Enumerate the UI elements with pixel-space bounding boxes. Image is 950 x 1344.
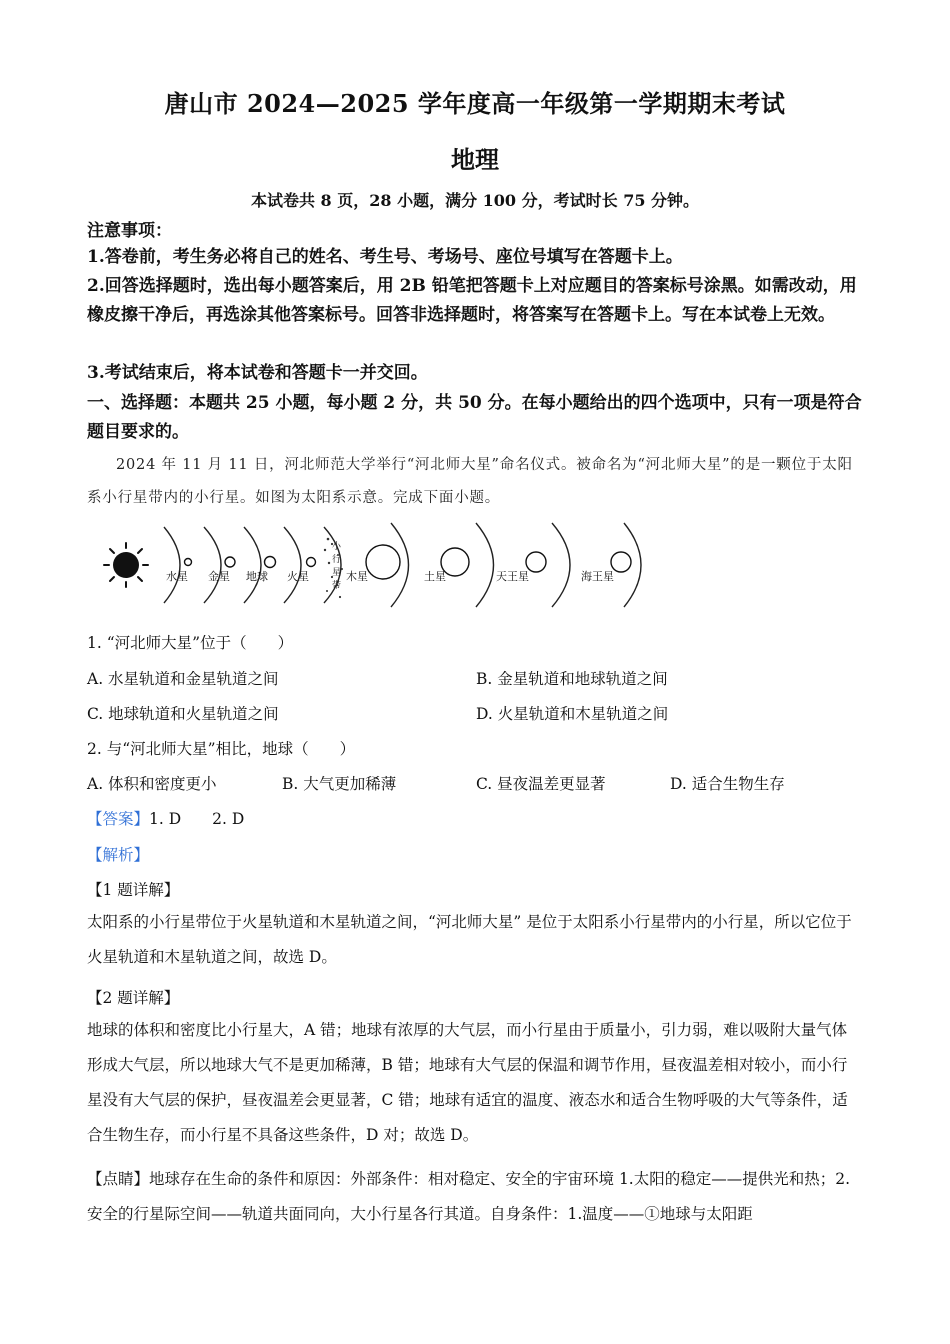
- q1-option-a: A. 水星轨道和金星轨道之间: [87, 670, 279, 688]
- notice-item-2: 2.回答选择题时，选出每小题答案后，用 2B 铅笔把答题卡上对应题目的答案标号涂黑。如需改动，用橡皮擦干净后，再选涂其他答案标号。回答非选择题时，将答案写在答题卡上。写在本试卷上无效。: [87, 276, 857, 325]
- answer-text: 1. D 2. D: [149, 810, 245, 828]
- planet-label-mercury: 水星: [166, 570, 188, 583]
- planet-label-mars: 火星: [287, 570, 309, 583]
- detail-1-text: 太阳系的小行星带位于火星轨道和木星轨道之间，“河北师大星” 是位于太阳系小行星带内的小行星，所以它位于火星轨道和木星轨道之间，故选 D。: [87, 913, 852, 966]
- answer-tag: 【答案】: [87, 810, 150, 828]
- venus-body: [225, 557, 235, 567]
- belt-label-1: 小: [332, 542, 342, 552]
- q2-option-c: C. 昼夜温差更显著: [476, 775, 606, 793]
- detail-2-title: 【2 题详解】: [87, 989, 180, 1007]
- notice-item-1: 1.答卷前，考生务必将自己的姓名、考生号、考场号、座位号填写在答题卡上。: [87, 247, 683, 267]
- q1-option-c: C. 地球轨道和火星轨道之间: [87, 705, 279, 723]
- point-text: 地球存在生命的条件和原因：外部条件：相对稳定、安全的宇宙环境 1.太阳的稳定——提供光和热；2.安全的行星际空间——轨道共面同向，大小行星各行其道。自身条件：1.温度——①地球与太阳距: [87, 1170, 851, 1223]
- exam-info: 本试卷共 8 页，28 小题，满分 100 分，考试时长 75 分钟。: [250, 191, 700, 210]
- exam-subject: 地理: [451, 145, 499, 174]
- q1-option-b: B. 金星轨道和地球轨道之间: [476, 670, 668, 688]
- q1-option-d: D. 火星轨道和木星轨道之间: [476, 705, 669, 723]
- belt-label-2: 行: [332, 555, 342, 565]
- solar-system-diagram: [96, 517, 656, 617]
- planet-label-earth: 地球: [246, 570, 268, 583]
- uranus-body: [526, 552, 546, 572]
- neptune-body: [611, 552, 631, 572]
- detail-2-text: 地球的体积和密度比小行星大，A 错；地球有浓厚的大气层，而小行星由于质量小，引力弱，难以吸附大量气体形成大气层，所以地球大气不是更加稀薄，B 错；地球有大气层的保温和调节作用，昼夜温差相对较小，而小行星没有大气层的保护，昼夜温差会更显著，C 错；地球有适宜的温度、液态水和适合生物呼吸的大气等条件，适合生物生存，而小行星不具备这些条件，D 对；故选 D。: [87, 1021, 848, 1144]
- exam-title: 唐山市 2024—2025 学年度高一年级第一学期期末考试: [164, 89, 786, 118]
- planet-label-uranus: 天王星: [496, 570, 529, 583]
- q2-option-d: D. 适合生物生存: [670, 775, 785, 793]
- material-intro: 2024 年 11 月 11 日，河北师范大学举行“河北师大星”命名仪式。被命名为“河北师大星”的是一颗位于太阳系小行星带内的小行星。如图为太阳系示意。完成下面小题。: [87, 457, 853, 506]
- notice-title: 注意事项：: [87, 221, 172, 241]
- answer-line: [87, 807, 244, 829]
- point-tag: 【点睛】: [87, 1170, 150, 1188]
- orbit-arcs: [164, 523, 641, 607]
- q1-stem: 1. “河北师大星”位于（ ）: [87, 634, 294, 652]
- q2-option-a: A. 体积和密度更小: [87, 775, 217, 793]
- analysis-tag: 【解析】: [87, 846, 150, 864]
- planet-label-venus: 金星: [208, 570, 230, 583]
- mars-body: [307, 558, 316, 567]
- detail-1-title: 【1 题详解】: [87, 881, 180, 899]
- belt-label-3: 星: [332, 568, 342, 578]
- planet-label-neptune: 海王星: [581, 570, 614, 583]
- q2-stem: 2. 与“河北师大星”相比，地球（ ）: [87, 740, 356, 758]
- belt-label-4: 带: [332, 581, 342, 591]
- point-paragraph: [87, 1162, 862, 1232]
- sun-icon: [104, 543, 148, 587]
- q2-option-b: B. 大气更加稀薄: [282, 775, 397, 793]
- planet-label-jupiter: 木星: [346, 570, 368, 583]
- earth-body: [265, 557, 276, 568]
- planet-label-saturn: 土星: [424, 570, 446, 583]
- notice-item-3: 3.考试结束后，将本试卷和答题卡一并交回。: [87, 363, 428, 383]
- mercury-body: [185, 559, 192, 566]
- jupiter-body: [366, 545, 400, 579]
- section-heading: 一、选择题：本题共 25 小题，每小题 2 分，共 50 分。在每小题给出的四个选项中，只有一项是符合题目要求的。: [87, 393, 862, 442]
